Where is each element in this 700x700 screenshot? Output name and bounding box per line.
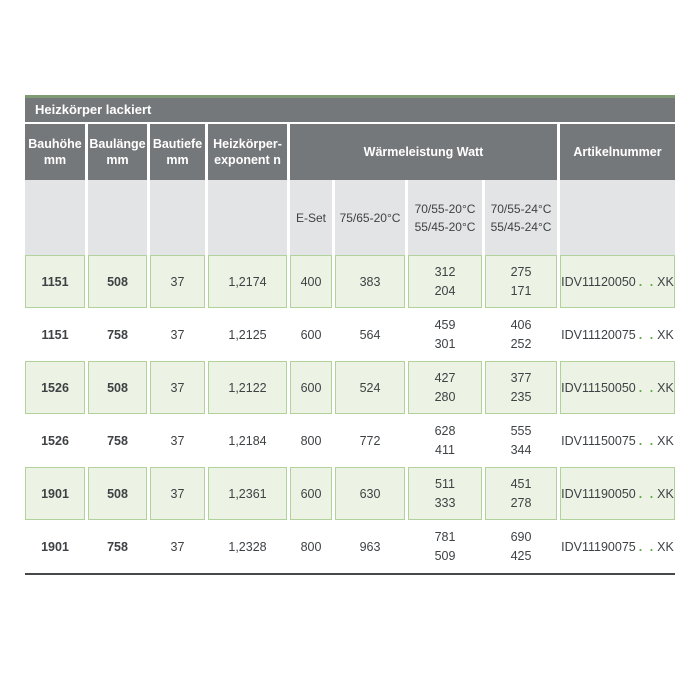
value-high: 511 — [435, 476, 455, 491]
artikel-suffix: XK — [657, 539, 674, 554]
cell-eset: 800 — [300, 539, 322, 554]
header-waermeleistung: Wärmeleistung Watt — [290, 124, 557, 180]
cell-eset: 600 — [290, 361, 332, 414]
cell-bauhoehe: 1526 — [41, 433, 69, 448]
subheader-line: 70/55-24°C — [490, 201, 552, 216]
cell-exponent: 1,2361 — [208, 467, 287, 520]
header-line: Bautiefe — [152, 137, 203, 151]
cell-watt-7055-20 — [408, 308, 482, 361]
subheader-7055-24 — [485, 180, 557, 255]
value-low: 301 — [434, 336, 456, 351]
artikel-dots: . . — [638, 433, 656, 448]
cell-eset: 400 — [290, 255, 332, 308]
cell-bautiefe: 37 — [150, 361, 205, 414]
header-line: mm — [43, 153, 67, 167]
cell-bauhoehe: 1526 — [25, 361, 85, 414]
artikel-suffix: XK — [657, 380, 674, 395]
header-exponent — [208, 124, 287, 180]
cell-bautiefe: 37 — [150, 255, 205, 308]
artikel-prefix: IDV11190075 — [561, 539, 636, 554]
artikel-prefix: IDV11150050 — [561, 380, 636, 395]
cell-watt-7055-20 — [408, 414, 482, 467]
value-low: 344 — [510, 442, 532, 457]
cell-watt-7055-24 — [485, 255, 557, 308]
cell-watt-7055-20 — [408, 255, 482, 308]
header-line: Baulänge — [89, 137, 146, 151]
subheader-7055-20 — [408, 180, 482, 255]
cell-exponent: 1,2122 — [208, 361, 287, 414]
header-line: exponent n — [214, 153, 281, 167]
cell-baulaenge: 758 — [107, 327, 128, 342]
cell-bautiefe: 37 — [170, 327, 185, 342]
header-line: Bauhöhe — [28, 137, 82, 151]
cell-watt-7055-24 — [485, 308, 557, 361]
value-low: 509 — [434, 548, 456, 563]
value-high: 312 — [434, 264, 456, 279]
value-high: 275 — [510, 264, 532, 279]
value-high: 628 — [434, 423, 456, 438]
cell-watt-7055-24 — [485, 361, 557, 414]
table-row — [25, 467, 675, 520]
subheader-spacer — [88, 180, 147, 255]
header-bauhoehe — [25, 124, 85, 180]
value-low: 333 — [434, 495, 456, 510]
subheader-7565: 75/65-20°C — [335, 180, 405, 255]
value-low: 280 — [434, 389, 456, 404]
table-row — [25, 520, 675, 573]
product-data-table — [25, 95, 675, 575]
cell-artikelnummer — [560, 467, 675, 520]
artikel-prefix: IDV11120050 — [561, 274, 636, 289]
cell-watt-7055-20 — [408, 520, 482, 573]
cell-watt-7565: 524 — [335, 361, 405, 414]
cell-baulaenge: 508 — [88, 255, 147, 308]
value-high: 451 — [510, 476, 532, 491]
subheader-line: 70/55-20°C — [414, 201, 476, 216]
cell-watt-7055-20 — [408, 361, 482, 414]
table-row — [25, 361, 675, 414]
value-high: 690 — [510, 529, 532, 544]
value-low: 204 — [434, 283, 456, 298]
value-low: 425 — [510, 548, 532, 563]
header-baulaenge — [88, 124, 147, 180]
cell-eset: 600 — [300, 327, 322, 342]
value-high: 781 — [434, 529, 456, 544]
value-high: 459 — [434, 317, 456, 332]
subheader-spacer — [25, 180, 85, 255]
artikel-dots: . . — [638, 327, 656, 342]
cell-bauhoehe: 1901 — [25, 467, 85, 520]
subheader-line: 55/45-20°C — [414, 219, 476, 234]
cell-artikelnummer — [560, 520, 675, 573]
cell-watt-7055-24 — [485, 414, 557, 467]
cell-exponent: 1,2125 — [228, 327, 267, 342]
cell-baulaenge: 758 — [107, 433, 128, 448]
artikel-dots: . . — [638, 486, 656, 501]
value-high: 377 — [510, 370, 532, 385]
artikel-dots: . . — [638, 274, 656, 289]
value-high: 406 — [510, 317, 532, 332]
value-low: 252 — [510, 336, 532, 351]
table-title: Heizkörper lackiert — [25, 98, 675, 122]
cell-exponent: 1,2174 — [208, 255, 287, 308]
header-line: mm — [106, 153, 129, 167]
artikel-prefix: IDV11150075 — [561, 433, 636, 448]
artikel-dots: . . — [638, 380, 656, 395]
table-row — [25, 308, 675, 361]
cell-watt-7055-20 — [408, 467, 482, 520]
cell-baulaenge: 508 — [88, 467, 147, 520]
cell-bautiefe: 37 — [170, 539, 185, 554]
value-high: 555 — [510, 423, 532, 438]
artikel-dots: . . — [638, 539, 656, 554]
cell-artikelnummer — [560, 308, 675, 361]
artikel-prefix: IDV11190050 — [561, 486, 636, 501]
subheader-spacer — [150, 180, 205, 255]
cell-watt-7565: 963 — [359, 539, 381, 554]
cell-artikelnummer — [560, 255, 675, 308]
cell-watt-7565: 383 — [335, 255, 405, 308]
cell-artikelnummer — [560, 414, 675, 467]
cell-baulaenge: 508 — [88, 361, 147, 414]
cell-watt-7055-24 — [485, 520, 557, 573]
cell-watt-7565: 630 — [335, 467, 405, 520]
header-line: Heizkörper- — [213, 137, 282, 151]
cell-bautiefe: 37 — [150, 467, 205, 520]
subheader-row — [25, 180, 675, 255]
header-row — [25, 124, 675, 180]
cell-bauhoehe: 1901 — [41, 539, 69, 554]
value-low: 235 — [510, 389, 532, 404]
cell-eset: 800 — [300, 433, 322, 448]
subheader-eset: E-Set — [290, 180, 332, 255]
cell-watt-7565: 564 — [359, 327, 381, 342]
artikel-suffix: XK — [657, 433, 674, 448]
subheader-spacer — [208, 180, 287, 255]
value-low: 278 — [510, 495, 532, 510]
artikel-suffix: XK — [657, 274, 674, 289]
subheader-line: 55/45-24°C — [490, 219, 552, 234]
cell-bauhoehe: 1151 — [41, 327, 69, 342]
cell-bautiefe: 37 — [170, 433, 185, 448]
table-row — [25, 414, 675, 467]
table-bottom-border — [25, 573, 675, 575]
cell-baulaenge: 758 — [107, 539, 128, 554]
cell-artikelnummer — [560, 361, 675, 414]
cell-eset: 600 — [290, 467, 332, 520]
cell-watt-7565: 772 — [359, 433, 381, 448]
cell-exponent: 1,2184 — [228, 433, 267, 448]
value-low: 171 — [510, 283, 532, 298]
artikel-prefix: IDV11120075 — [561, 327, 636, 342]
table-row — [25, 255, 675, 308]
artikel-suffix: XK — [657, 327, 674, 342]
header-bautiefe — [150, 124, 205, 180]
artikel-suffix: XK — [657, 486, 674, 501]
header-line: mm — [166, 153, 189, 167]
cell-exponent: 1,2328 — [228, 539, 267, 554]
cell-watt-7055-24 — [485, 467, 557, 520]
cell-bauhoehe: 1151 — [25, 255, 85, 308]
subheader-spacer — [560, 180, 675, 255]
value-high: 427 — [434, 370, 456, 385]
value-low: 411 — [435, 442, 455, 457]
header-artikelnummer: Artikelnummer — [560, 124, 675, 180]
